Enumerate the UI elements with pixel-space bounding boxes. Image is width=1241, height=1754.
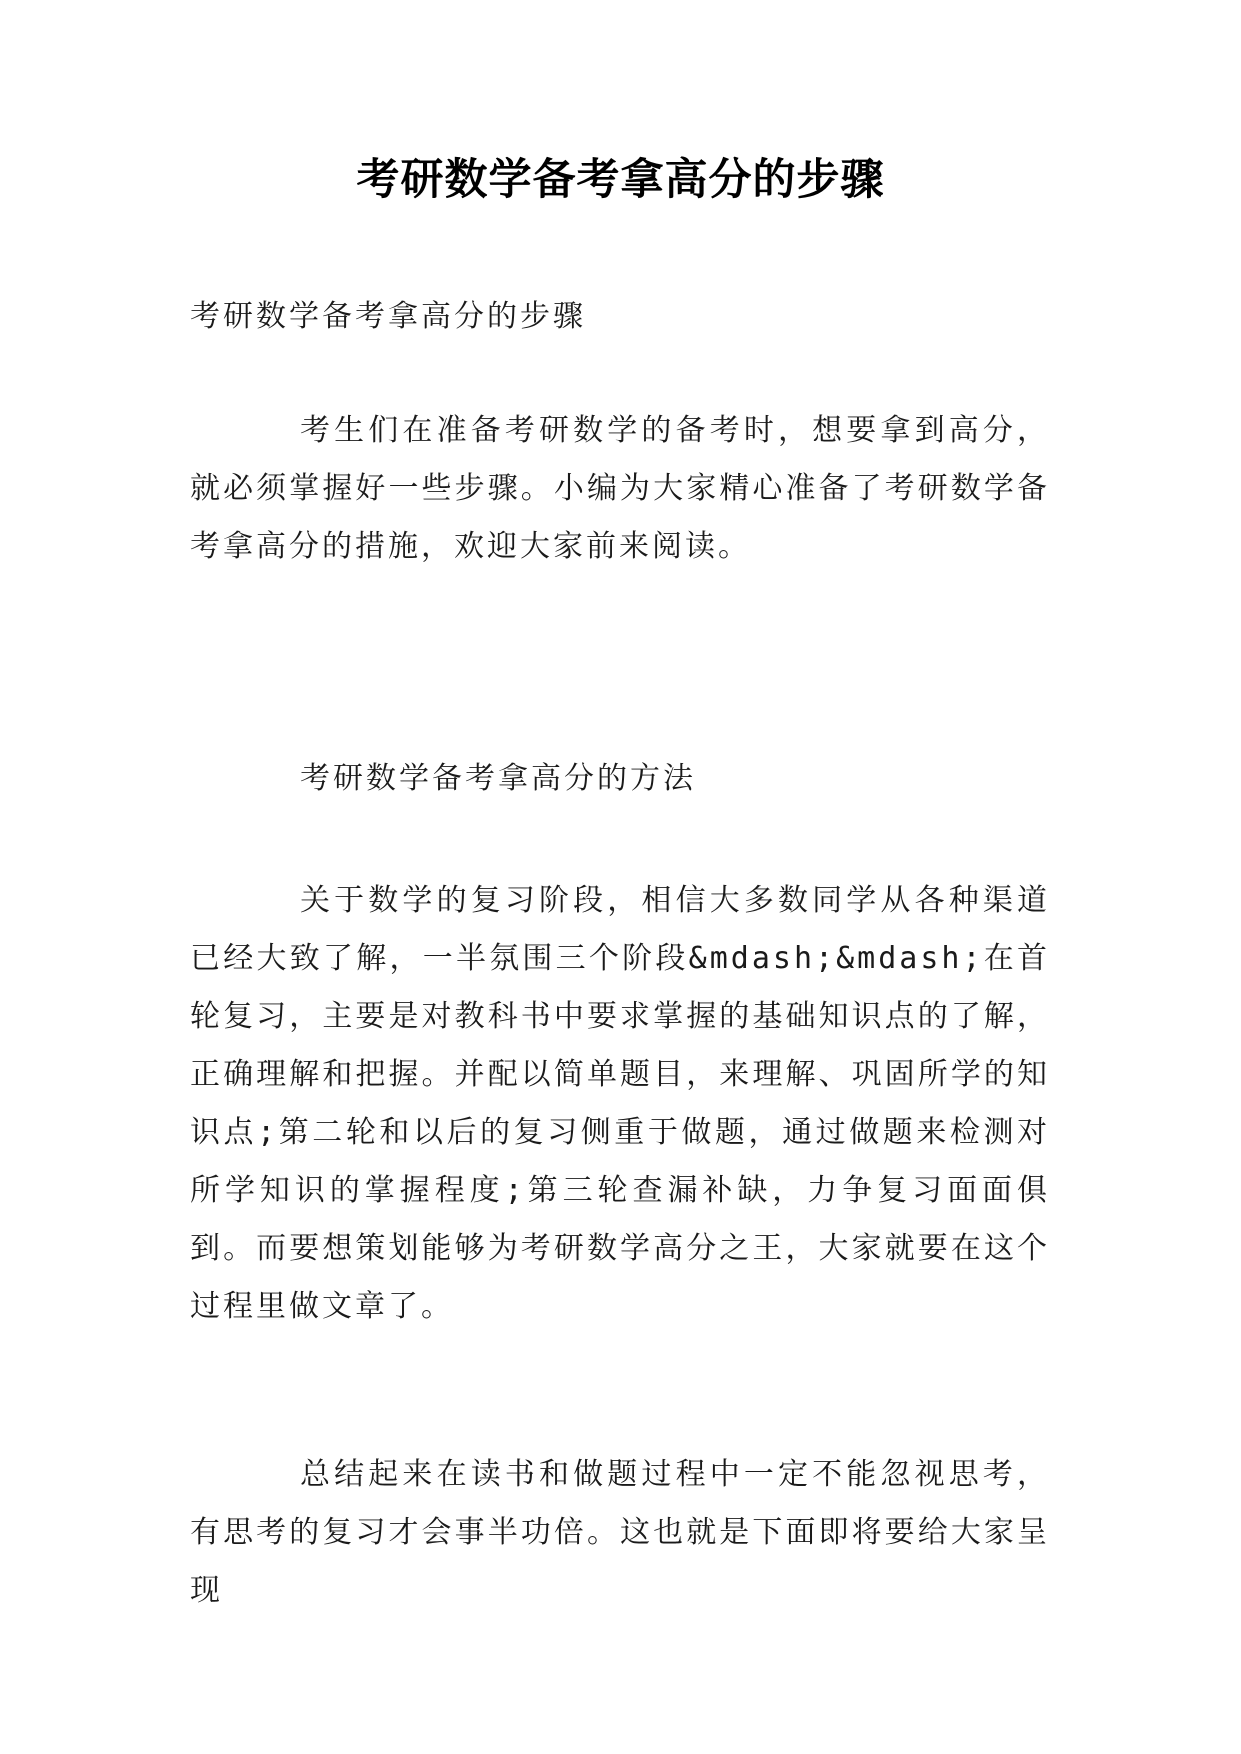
method-paragraph: 关于数学的复习阶段，相信大多数同学从各种渠道已经大致了解，一半氛围三个阶段&mdash;&mdash;在首轮复习，主要是对教科书中要求掌握的基础知识点的了解，正确理解和把握。并配以简单题目，来理解、巩固所学的知识点;第二轮和以后的复习侧重于做题，通过做题来检测对所学知识的掌握程度;第三轮查漏补缺，力争复习面面俱到。而要想策划能够为考研数学高分之王，大家就要在这个过程里做文章了。: [190, 883, 1050, 1324]
intro-paragraph: 考生们在准备考研数学的备考时，想要拿到高分，就必须掌握好一些步骤。小编为大家精心准备了考研数学备考拿高分的措施，欢迎大家前来阅读。: [190, 413, 1050, 564]
document-title: 考研数学备考拿高分的步骤: [356, 155, 885, 205]
summary-paragraph: 总结起来在读书和做题过程中一定不能忽视思考，有思考的复习才会事半功倍。这也就是下面即将要给大家呈现: [190, 1457, 1050, 1608]
document-subtitle: 考研数学备考拿高分的步骤: [190, 299, 586, 334]
section-heading: 考研数学备考拿高分的方法: [300, 761, 696, 796]
